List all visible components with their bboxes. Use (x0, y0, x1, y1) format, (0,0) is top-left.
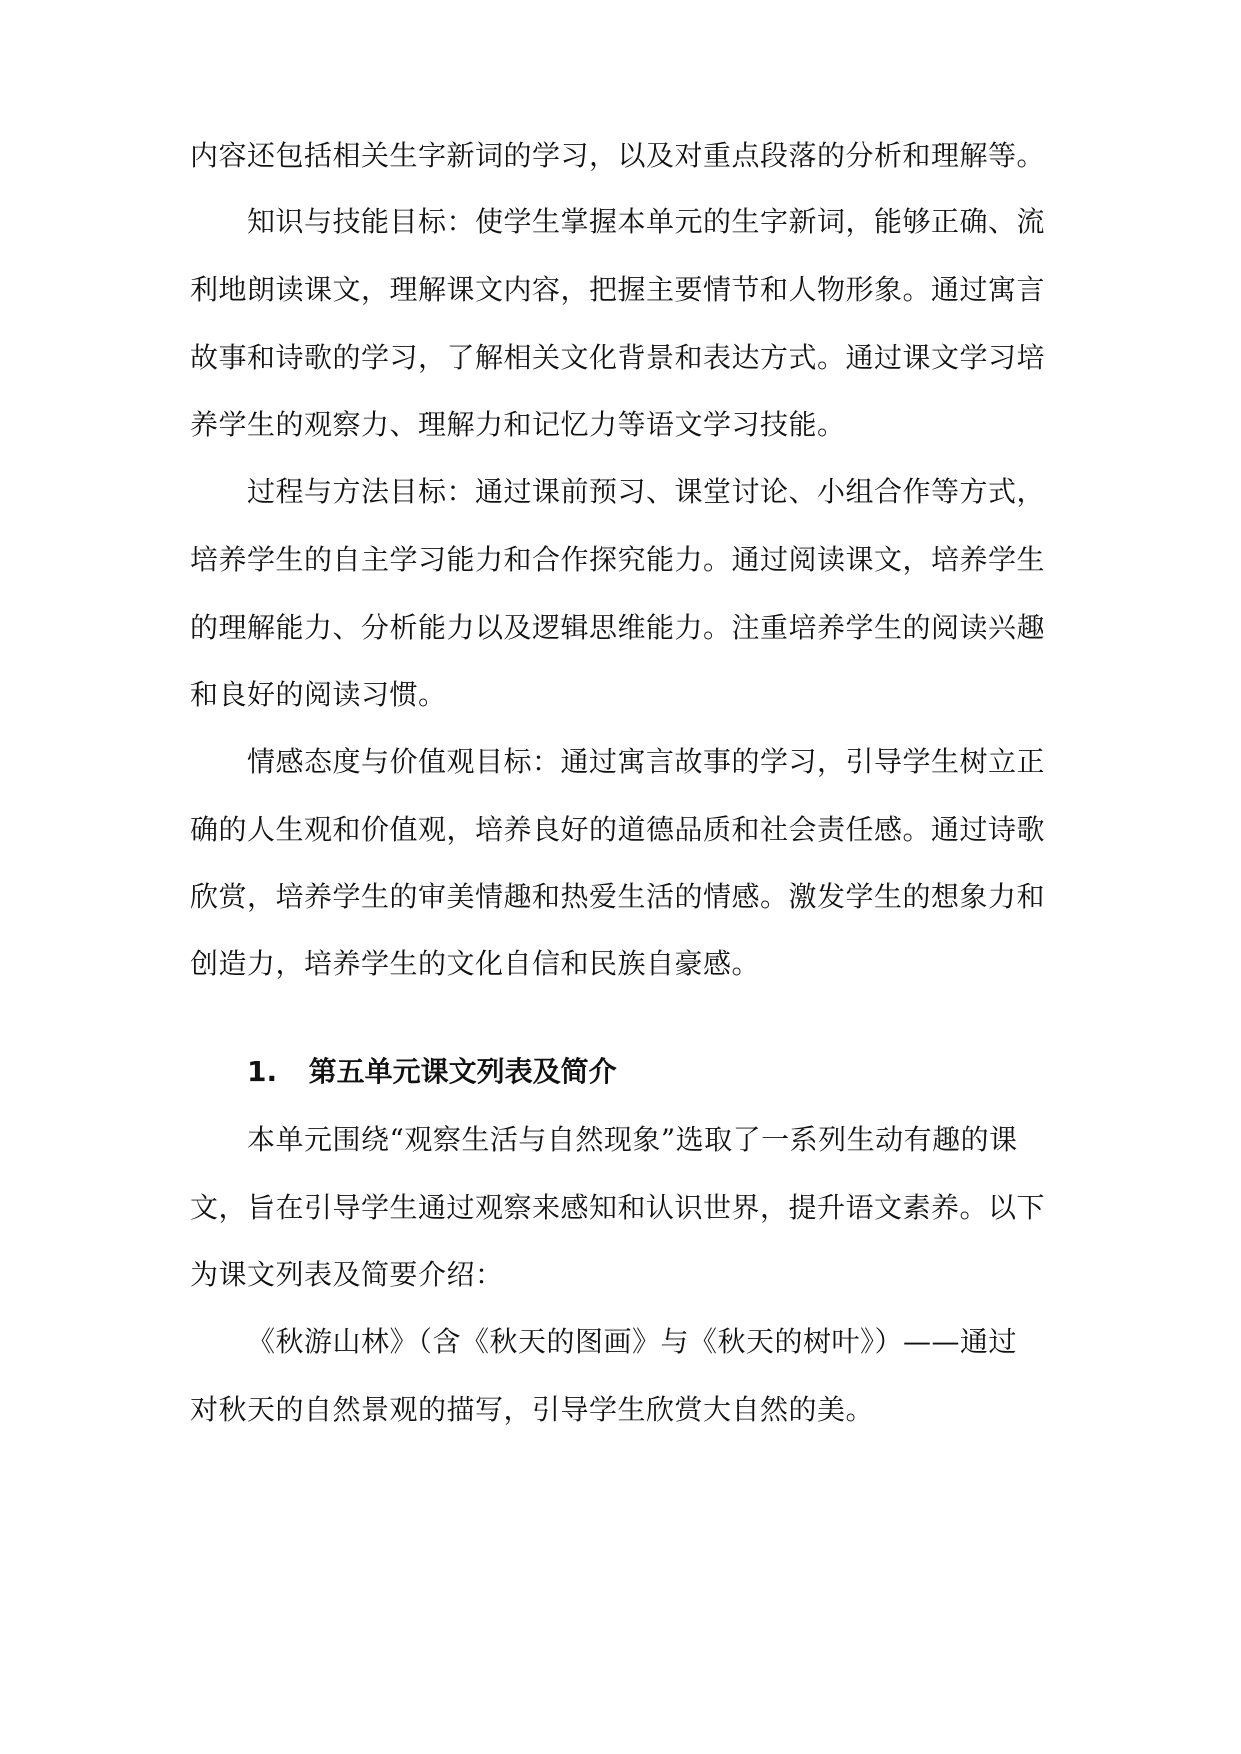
paragraph-line: 和良好的阅读习惯。 (190, 678, 447, 711)
paragraph-line: 本单元围绕“观察生活与自然现象”选取了一系列生动有趣的课 (247, 1123, 1018, 1156)
paragraph-line: 《秋游山林》（含《秋天的图画》与《秋天的树叶》）——通过 (247, 1325, 1018, 1358)
paragraph-line: 欣赏，培养学生的审美情趣和热爱生活的情感。激发学生的想象力和 (190, 880, 1046, 913)
paragraph-line: 利地朗读课文，理解课文内容，把握主要情节和人物形象。通过寓言 (190, 273, 1046, 306)
paragraph-line: 对秋天的自然景观的描写，引导学生欣赏大自然的美。 (190, 1393, 875, 1426)
paragraph-line: 培养学生的自主学习能力和合作探究能力。通过阅读课文，培养学生 (190, 543, 1046, 576)
paragraph-line: 为课文列表及简要介绍： (190, 1258, 504, 1291)
paragraph-line: 情感态度与价值观目标：通过寓言故事的学习，引导学生树立正 (247, 745, 1046, 778)
section-number: 1. (247, 1055, 278, 1088)
paragraph-line: 的理解能力、分析能力以及逻辑思维能力。注重培养学生的阅读兴趣 (190, 611, 1046, 644)
section-heading (247, 1052, 617, 1092)
paragraph-line: 创造力，培养学生的文化自信和民族自豪感。 (190, 947, 761, 980)
paragraph-line: 故事和诗歌的学习，了解相关文化背景和表达方式。通过课文学习培 (190, 341, 1046, 374)
paragraph-line: 确的人生观和价值观，培养良好的道德品质和社会责任感。通过诗歌 (190, 813, 1046, 846)
section-title: 第五单元课文列表及简介 (308, 1055, 617, 1088)
paragraph-line: 内容还包括相关生字新词的学习，以及对重点段落的分析和理解等。 (190, 139, 1046, 172)
paragraph-line: 文，旨在引导学生通过观察来感知和认识世界，提升语文素养。以下 (190, 1191, 1046, 1224)
paragraph-line: 过程与方法目标：通过课前预习、课堂讨论、小组合作等方式， (247, 475, 1046, 508)
paragraph-line: 知识与技能目标：使学生掌握本单元的生字新词，能够正确、流 (247, 205, 1046, 238)
paragraph-line: 养学生的观察力、理解力和记忆力等语文学习技能。 (190, 408, 846, 441)
